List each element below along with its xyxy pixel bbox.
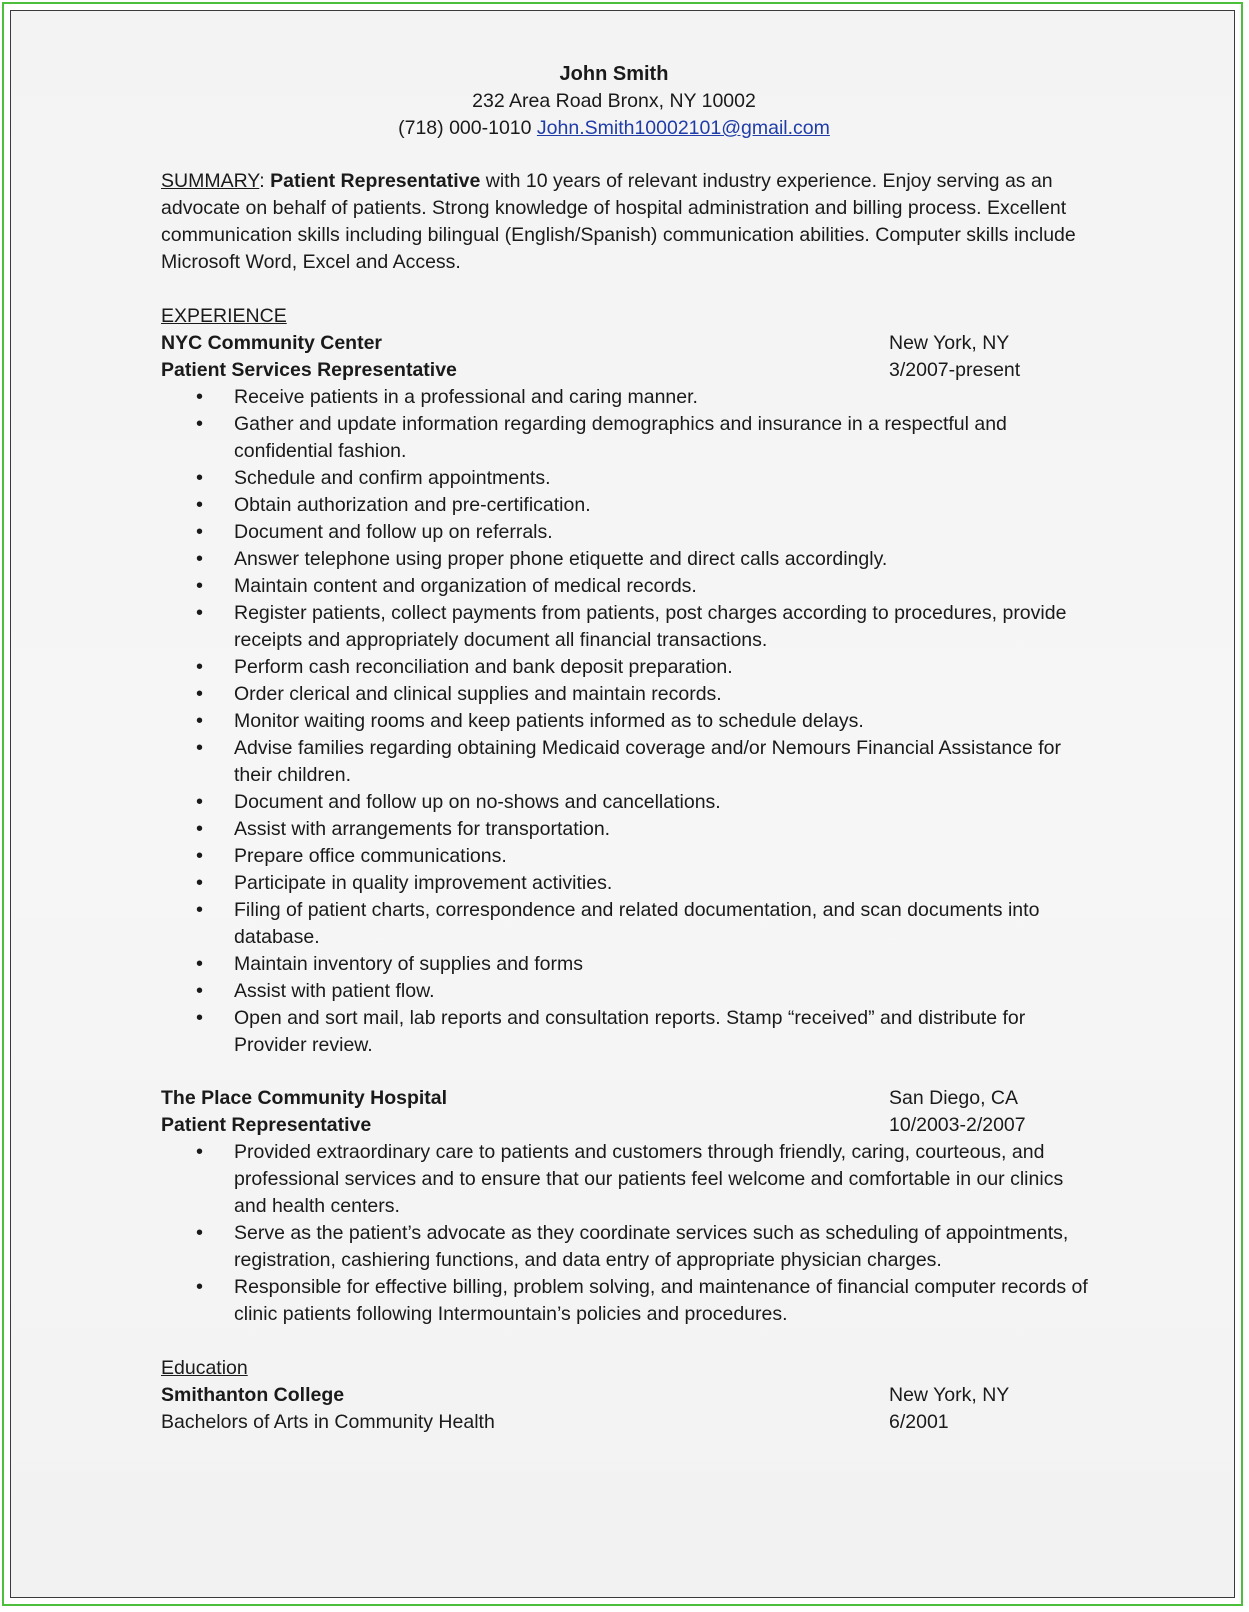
job-duty-item: • Participate in quality improvement activities. xyxy=(161,870,1101,897)
education-heading: Education xyxy=(161,1357,248,1379)
section-spacer xyxy=(161,1059,1101,1085)
education-location: New York, NY xyxy=(889,1384,1010,1406)
job-duty-item: • Prepare office communications. xyxy=(161,843,1101,870)
job-duty-item: • Maintain inventory of supplies and forms xyxy=(161,951,1101,978)
summary-separator: : xyxy=(259,170,265,192)
job-duty-item: • Answer telephone using proper phone etiquette and direct calls accordingly. xyxy=(161,546,1101,573)
job-title-row xyxy=(161,357,1101,384)
education-school-row xyxy=(161,1382,1101,1409)
job-duty-item: • Register patients, collect payments from patients, post charges according to procedures, provide receipts and appropriately document all financial transactions. xyxy=(161,600,1101,654)
job-location: New York, NY xyxy=(889,332,1010,354)
job-duty-item: • Open and sort mail, lab reports and consultation reports. Stamp “received” and distribute for Provider review. xyxy=(161,1005,1101,1059)
job-duty-item: • Schedule and confirm appointments. xyxy=(161,465,1101,492)
resume-document xyxy=(161,61,1101,1436)
candidate-name: John Smith xyxy=(559,63,669,85)
job-dates: 10/2003-2/2007 xyxy=(889,1114,1026,1136)
education-degree-row xyxy=(161,1409,1101,1436)
job-duty-item: • Monitor waiting rooms and keep patients informed as to schedule delays. xyxy=(161,708,1101,735)
job-duty-item: • Obtain authorization and pre-certification. xyxy=(161,492,1101,519)
job-duty-item: • Assist with patient flow. xyxy=(161,978,1101,1005)
job-duty-item: • Provided extraordinary care to patients and customers through friendly, caring, courteous, and professional services and to ensure that our patients feel welcome and comfortable in our clinics and health centers. xyxy=(161,1139,1101,1220)
job-employer: The Place Community Hospital xyxy=(161,1087,448,1109)
job-duty-item: • Receive patients in a professional and caring manner. xyxy=(161,384,1101,411)
job-title: Patient Representative xyxy=(161,1114,372,1136)
job-entry xyxy=(161,330,1101,1059)
job-duties-list xyxy=(161,1139,1101,1328)
job-duty-item: • Filing of patient charts, correspondence and related documentation, and scan documents into database. xyxy=(161,897,1101,951)
candidate-email-link[interactable]: John.Smith10002101@gmail.com xyxy=(536,117,830,139)
job-duty-item: • Maintain content and organization of medical records. xyxy=(161,573,1101,600)
job-employer: NYC Community Center xyxy=(161,332,383,354)
job-duty-item: • Advise families regarding obtaining Medicaid coverage and/or Nemours Financial Assistance for their children. xyxy=(161,735,1101,789)
resume-header xyxy=(127,61,1101,142)
job-duty-item: • Order clerical and clinical supplies and maintain records. xyxy=(161,681,1101,708)
contact-line xyxy=(127,115,1101,142)
education-school: Smithanton College xyxy=(161,1384,345,1406)
page-frame xyxy=(2,2,1243,1606)
job-duty-item: • Perform cash reconciliation and bank deposit preparation. xyxy=(161,654,1101,681)
summary-section xyxy=(161,168,1101,276)
summary-label: SUMMARY xyxy=(161,170,260,192)
job-duty-item: • Assist with arrangements for transportation. xyxy=(161,816,1101,843)
job-duty-item: • Document and follow up on referrals. xyxy=(161,519,1101,546)
job-duties-list xyxy=(161,384,1101,1059)
summary-text: with 10 years of relevant industry experience. Enjoy serving as an advocate on behalf of patients. Strong knowledge of hospital administration and billing process. Excellent communication skills including bilingual (English/Spanish) communication abilities. Computer skills include Microsoft Word, Excel and Access. xyxy=(161,170,1076,273)
education-date: 6/2001 xyxy=(889,1411,949,1433)
job-location: San Diego, CA xyxy=(889,1087,1018,1109)
job-duty-item: • Document and follow up on no-shows and cancellations. xyxy=(161,789,1101,816)
job-employer-row xyxy=(161,1085,1101,1112)
experience-heading: EXPERIENCE xyxy=(161,305,287,327)
job-duty-item: • Gather and update information regarding demographics and insurance in a respectful and confidential fashion. xyxy=(161,411,1101,465)
job-entry xyxy=(161,1085,1101,1328)
candidate-phone: (718) 000-1010 xyxy=(398,117,532,139)
candidate-address: 232 Area Road Bronx, NY 10002 xyxy=(472,90,756,112)
job-duty-item: • Serve as the patient’s advocate as they coordinate services such as scheduling of appointments, registration, cashiering functions, and data entry of appropriate physician charges. xyxy=(161,1220,1101,1274)
job-duty-item: • Responsible for effective billing, problem solving, and maintenance of financial computer records of clinic patients following Intermountain’s policies and procedures. xyxy=(161,1274,1101,1328)
job-title: Patient Services Representative xyxy=(161,359,457,381)
job-dates: 3/2007-present xyxy=(889,359,1021,381)
job-employer-row xyxy=(161,330,1101,357)
document-sheet xyxy=(10,10,1235,1598)
summary-title: Patient Representative xyxy=(270,170,481,192)
education-degree: Bachelors of Arts in Community Health xyxy=(161,1411,495,1433)
job-title-row xyxy=(161,1112,1101,1139)
